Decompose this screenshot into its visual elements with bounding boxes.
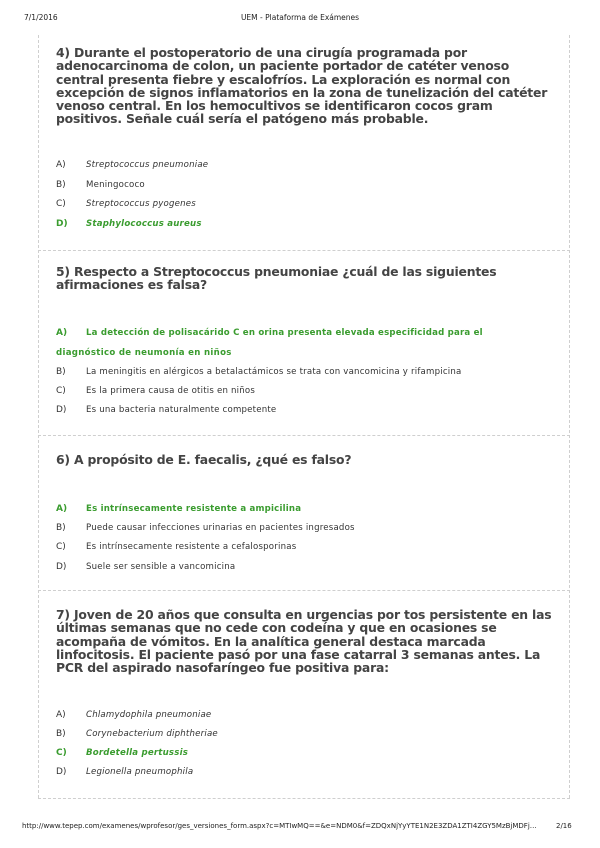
option-letter: B) xyxy=(56,523,66,533)
option-letter: D) xyxy=(56,219,68,229)
divider xyxy=(38,798,570,799)
option-text: Es la primera causa de otitis en niños xyxy=(86,386,256,396)
option-text: Legionella pneumophila xyxy=(86,767,194,777)
divider xyxy=(38,590,570,591)
option-letter: B) xyxy=(56,180,66,190)
option-letter: A) xyxy=(56,710,66,720)
question-text: 6) A propósito de E. faecalis, ¿qué es falso? xyxy=(56,452,352,467)
option-text: Es intrínsecamente resistente a cefalosporinas xyxy=(86,542,297,552)
option-text: Suele ser sensible a vancomicina xyxy=(86,562,236,572)
question-5 xyxy=(56,265,556,425)
question-text: 7) Joven de 20 años que consulta en urgencias por tos persistente en las últimas semanas que no cede con codeína y que en ocasiones se acompaña de vómitos. En la analítica general destaca marcada linfocitosis. El paciente pasó por una fase catarral 3 semanas antes. La PCR del aspirado nasofaríngeo fue positiva para: xyxy=(56,607,552,676)
divider xyxy=(38,250,570,251)
header-date: 7/1/2016 xyxy=(24,13,58,22)
option-a-continuation[interactable]: diagnóstico de neumonía en niños xyxy=(56,348,232,358)
question-text: 4) Durante el postoperatorio de una cirugía programada por adenocarcinoma de colon, un paciente portador de catéter venoso central presenta fiebre y escalofríos. La exploración es normal con excepción de signos inflamatorios en la zona de tunelización del catéter venoso central. En los hemocultivos se identificaron cocos gram positivos. Señale cuál sería el patógeno más probable. xyxy=(56,45,548,127)
option-text: Es intrínsecamente resistente a ampicilina xyxy=(86,504,302,514)
option-text: La meningitis en alérgicos a betalactámicos se trata con vancomicina y rifampicina xyxy=(86,367,462,377)
option-letter: A) xyxy=(56,160,66,170)
header-title: UEM - Plataforma de Exámenes xyxy=(240,13,360,22)
question-7 xyxy=(56,608,556,788)
option-letter: C) xyxy=(56,542,66,552)
page-number: 2/16 xyxy=(556,822,572,830)
option-letter: D) xyxy=(56,767,67,777)
question-4 xyxy=(56,46,556,246)
question-6 xyxy=(56,453,556,583)
option-text: Bordetella pertussis xyxy=(86,748,189,758)
question-text: 5) Respecto a Streptococcus pneumoniae ¿cuál de las siguientes afirmaciones es falsa? xyxy=(56,264,497,293)
option-text: Staphylococcus aureus xyxy=(86,219,202,229)
option-text: Puede causar infecciones urinarias en pacientes ingresados xyxy=(86,523,355,533)
option-text: La detección de polisacárido C en orina presenta elevada especificidad para el xyxy=(86,328,483,338)
option-letter: B) xyxy=(56,729,66,739)
option-text: Chlamydophila pneumoniae xyxy=(86,710,212,720)
option-letter: A) xyxy=(56,504,68,514)
footer-url[interactable]: http://www.tepep.com/examenes/wprofesor/ges_versiones_form.aspx?c=MTIwMQ==&e=NDM0&f=ZDQxNjYyYTE1N2E3ZDA1ZTI4ZGY5MzBjMDFj… xyxy=(22,822,537,830)
option-text: Meningococo xyxy=(86,180,145,190)
divider xyxy=(38,435,570,436)
option-text: Streptococcus pneumoniae xyxy=(86,160,209,170)
option-letter: A) xyxy=(56,328,68,338)
option-letter: B) xyxy=(56,367,66,377)
option-text: Streptococcus pyogenes xyxy=(86,199,196,209)
option-text: Es una bacteria naturalmente competente xyxy=(86,405,277,415)
option-letter: D) xyxy=(56,562,67,572)
option-letter: C) xyxy=(56,199,66,209)
option-letter: C) xyxy=(56,748,67,758)
option-letter: C) xyxy=(56,386,66,396)
option-letter: D) xyxy=(56,405,67,415)
option-text: Corynebacterium diphtheriae xyxy=(86,729,218,739)
